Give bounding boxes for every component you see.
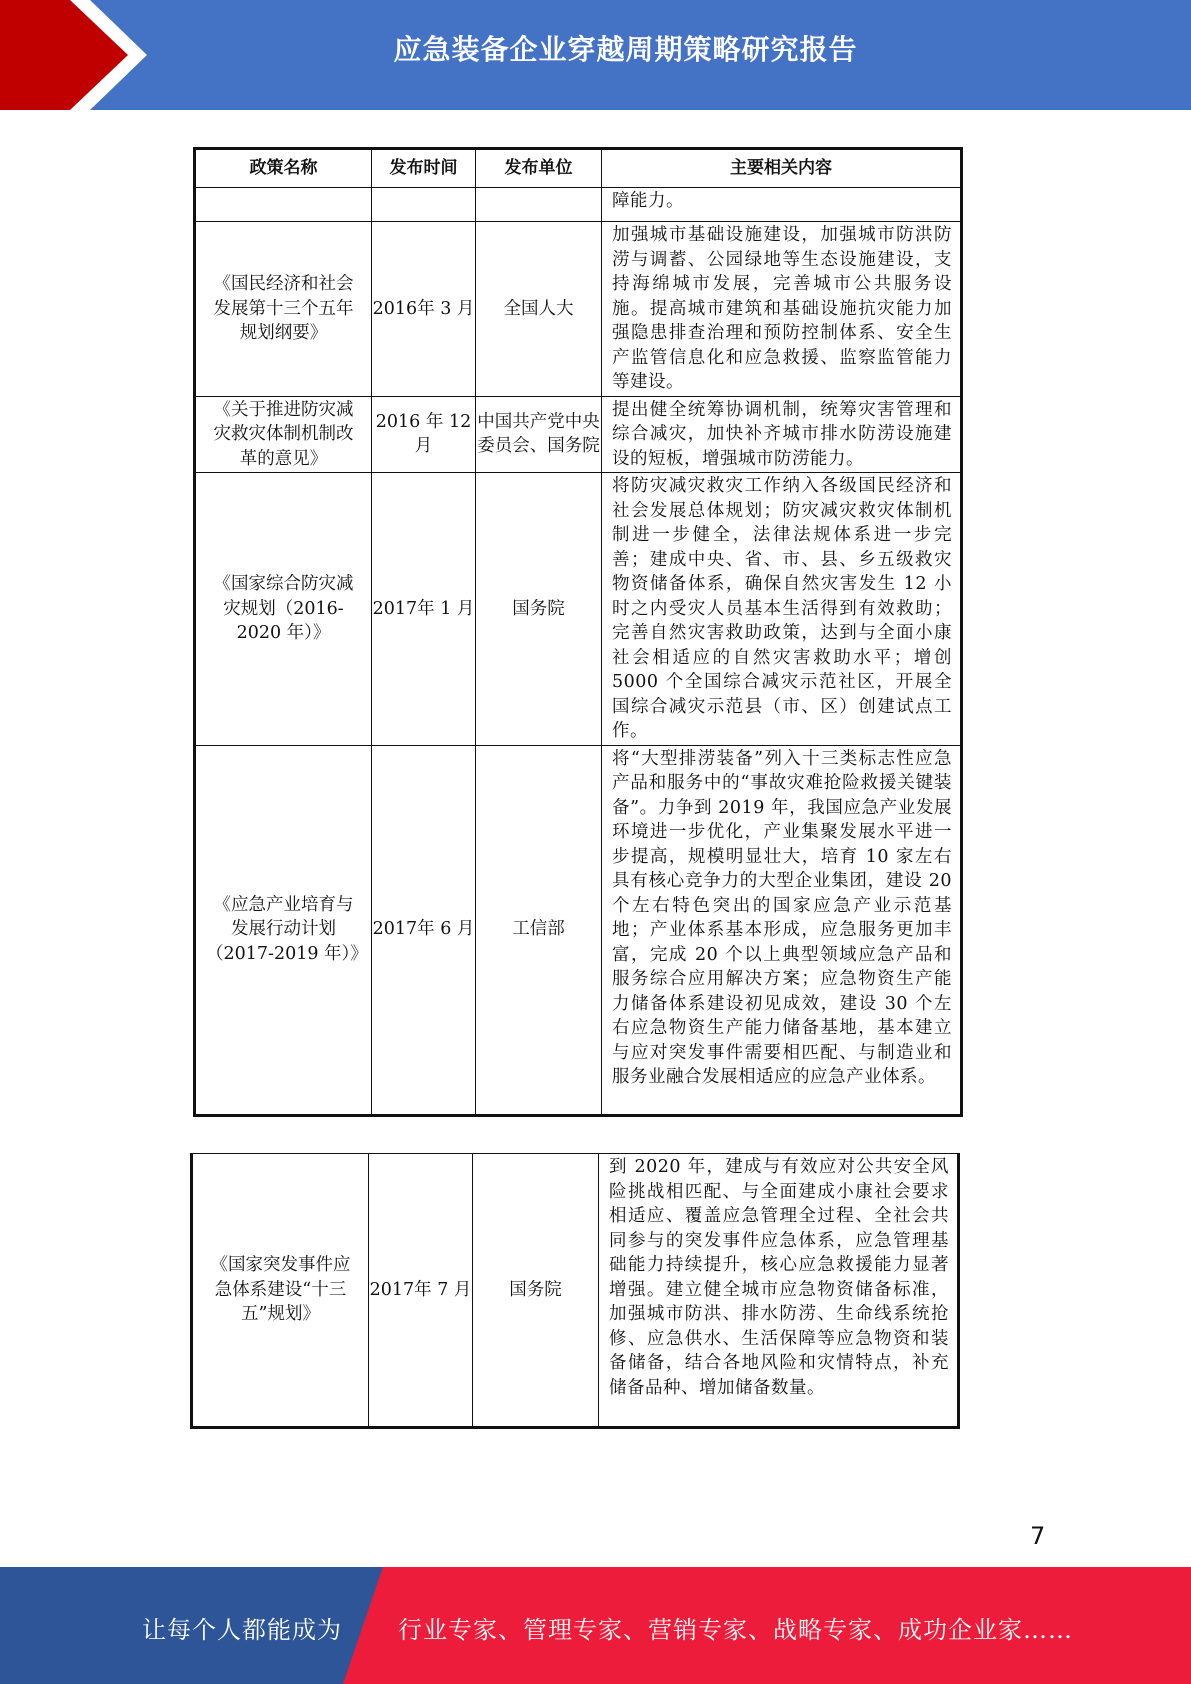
table-header-row [195,149,962,188]
policy-name: 《国家突发事件应急体系建设“十三五”规划》 [192,1154,369,1428]
header-banner [0,0,1191,110]
footer-slogan-right: 行业专家、管理专家、营销专家、战略专家、成功企业家…… [398,1616,1073,1644]
policy-content: 加强城市基础设施建设，加强城市防洪防涝与调蓄、公园绿地等生态设施建设，支持海绵城市发展，完善城市公共服务设施。提高城市建筑和基础设施抗灾能力加强隐患排查治理和预防控制体系、安全生产监管信息化和应急救援、监察监管能力等建设。 [602,222,962,397]
policy-content: 到 2020 年，建成与有效应对公共安全风险挑战相匹配、与全面建成小康社会要求相适应、覆盖应急管理全过程、全社会共同参与的突发事件应急体系，应急管理基础能力持续提升，核心应急救援能力显著增强。建立健全城市应急物资储备标准，加强城市防洪、排水防涝、生命线系统抢修、应急供水、生活保障等应急物资和装备储备，结合各地风险和灾情特点，补充储备品种、增加储备数量。 [599,1154,959,1428]
policy-date [372,188,476,222]
table-row [195,222,962,397]
policy-date: 2017年 7 月 [369,1154,473,1428]
policy-name: 《国民经济和社会发展第十三个五年规划纲要》 [195,222,372,397]
table-row [195,473,962,746]
policy-org [476,188,602,222]
table-row [192,1154,959,1428]
policy-org: 国务院 [473,1154,599,1428]
policy-name: 《应急产业培育与发展行动计划（2017-2019 年）》 [195,745,372,1115]
footer-slogan-left: 让每个人都能成为 [142,1616,342,1644]
policy-date: 2016年 3 月 [372,222,476,397]
policy-date: 2016 年 12 月 [372,396,476,473]
table-row [195,745,962,1115]
policy-content: 障能力。 [602,188,962,222]
policy-table [193,147,963,1117]
column-header-name: 政策名称 [195,149,372,188]
policy-name: 《国家综合防灾减灾规划（2016-2020 年）》 [195,473,372,746]
policy-table-continued [190,1153,960,1429]
policy-org: 工信部 [476,745,602,1115]
page-number: 7 [1030,1522,1046,1550]
column-header-org: 发布单位 [476,149,602,188]
table-row [195,396,962,473]
policy-content: 将防灾减灾救灾工作纳入各级国民经济和社会发展总体规划；防灾减灾救灾体制机制进一步健全，法律法规体系进一步完善；建成中央、省、市、县、乡五级救灾物资储备体系，确保自然灾害发生 12 小时之内受灾人员基本生活得到有效救助；完善自然灾害救助政策，达到与全面小康社会相适应的自然灾害救助水平；增创 5000 个全国综合减灾示范社区，开展全国综合减灾示范县（市、区）创建试点工作。 [602,473,962,746]
policy-name [195,188,372,222]
column-header-date: 发布时间 [372,149,476,188]
policy-date: 2017年 6 月 [372,745,476,1115]
policy-date: 2017年 1 月 [372,473,476,746]
table-row [195,188,962,222]
footer-banner [0,1567,1191,1684]
column-header-content: 主要相关内容 [602,149,962,188]
report-title: 应急装备企业穿越周期策略研究报告 [393,33,858,66]
policy-content: 提出健全统筹协调机制，统筹灾害管理和综合减灾，加快补齐城市排水防涝设施建设的短板，增强城市防涝能力。 [602,396,962,473]
policy-org: 中国共产党中央委员会、国务院 [476,396,602,473]
policy-content: 将“大型排涝装备”列入十三类标志性应急产品和服务中的“事故灾难抢险救援关键装备”。力争到 2019 年，我国应急产业发展环境进一步优化，产业集聚发展水平进一步提高，规模明显壮大，培育 10 家左右具有核心竞争力的大型企业集团，建设 20 个左右特色突出的国家应急产业示范基地；产业体系基本形成，应急服务更加丰富，完成 20 个以上典型领域应急产品和服务综合应用解决方案；应急物资生产能力储备体系建设初见成效，建设 30 个左右应急物资生产能力储备基地，基本建立与应对突发事件需要相匹配、与制造业和服务业融合发展相适应的应急产业体系。 [602,745,962,1115]
policy-name: 《关于推进防灾减灾救灾体制机制改革的意见》 [195,396,372,473]
policy-org: 全国人大 [476,222,602,397]
policy-org: 国务院 [476,473,602,746]
